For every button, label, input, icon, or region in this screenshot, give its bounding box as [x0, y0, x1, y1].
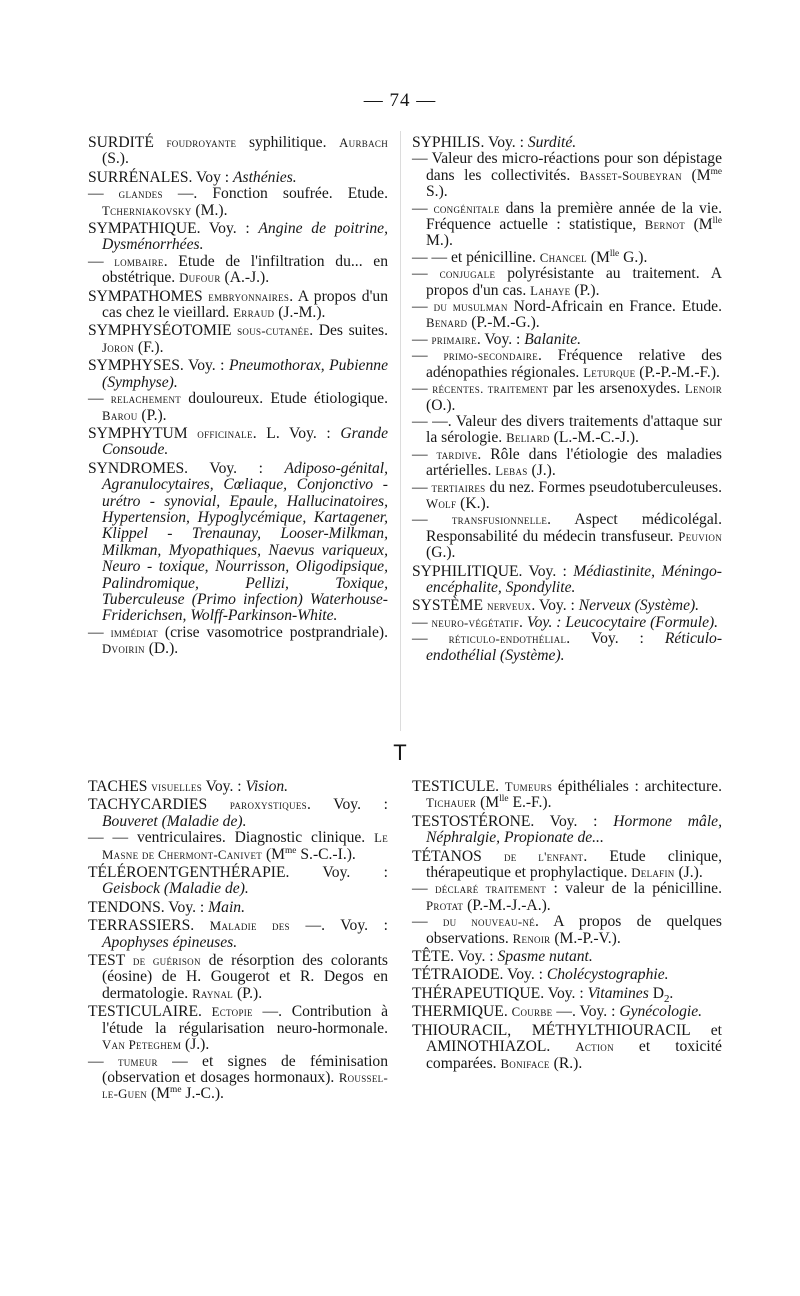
- entry-text-segment: Pneumothorax, Pubienne (Symphyse).: [102, 357, 388, 391]
- entry-text-segment: — —. Valeur des divers traitements d'attaque sur la sérologie.: [412, 412, 722, 447]
- index-entry: [412, 949, 722, 965]
- entry-text-segment: Gynécologie.: [619, 1003, 703, 1021]
- entry-text-segment: (M.-P.-V.).: [550, 929, 621, 947]
- entry-text-segment: (M: [685, 216, 713, 234]
- index-entry: [412, 779, 722, 812]
- entry-text-segment: immédiat: [110, 625, 158, 640]
- entry-text-segment: Balanite.: [524, 330, 582, 348]
- entry-text-segment: E.-F.).: [508, 794, 552, 812]
- entry-text-segment: —: [412, 265, 440, 283]
- index-subentry: [88, 391, 388, 424]
- entry-text-segment: Bouveret (Maladie de).: [102, 812, 247, 830]
- entry-text-segment: paroxystiques: [229, 798, 307, 813]
- entry-text-segment: Lenoir: [684, 382, 723, 397]
- entry-text-segment: tertiaires: [431, 480, 486, 495]
- entry-text-segment: (J.-M.).: [274, 304, 326, 322]
- entry-text-segment: —: [412, 380, 433, 398]
- entry-text-segment: (L.-M.-C.-J.).: [549, 429, 639, 447]
- entry-text-segment: Ectopie: [211, 1005, 253, 1020]
- entry-text-segment: —. Contribution à l'étude la régularisation neuro-hormonale.: [102, 1003, 388, 1037]
- index-subentry: [412, 414, 722, 447]
- entry-text-segment: syphilitique.: [236, 134, 340, 151]
- entry-text-segment: —. Voy. :: [289, 917, 388, 935]
- entry-text-segment: Benard: [426, 316, 468, 331]
- entry-text-segment: Joron: [102, 340, 134, 355]
- entry-text-segment: (P.-M.-J.-A.).: [463, 896, 551, 914]
- index-subentry: [412, 447, 722, 480]
- entry-text-segment: (S.).: [102, 150, 129, 168]
- index-subentry: [88, 254, 388, 287]
- index-subentry: [412, 266, 722, 299]
- index-entry: [412, 1004, 722, 1020]
- index-subentry: [412, 480, 722, 513]
- entry-text-segment: foudroyante: [166, 136, 237, 150]
- entry-text-segment: —: [412, 630, 449, 648]
- entry-text-segment: . Fréquence relative des adénopathies régionales.: [426, 347, 722, 381]
- entry-text-segment: Wolf: [426, 496, 457, 511]
- entry-text-segment: récentes. traitement: [432, 382, 549, 397]
- entry-text-segment: épithéliales : architecture.: [552, 778, 722, 795]
- entry-text-segment: TERRASSIERS.: [88, 917, 210, 935]
- index-entry: [88, 426, 388, 459]
- entry-text-segment: Beliard: [506, 431, 550, 446]
- entry-text-segment: .: [519, 613, 527, 631]
- entry-text-segment: Le Masne de Chermont-Canivet: [102, 831, 388, 862]
- entry-text-segment: . Voy. :: [566, 630, 665, 648]
- entry-text-segment: (G.).: [426, 544, 456, 562]
- entry-text-segment: (K.).: [456, 494, 490, 512]
- left-column-top: [88, 133, 388, 658]
- entry-text-segment: Courbe: [511, 1005, 553, 1020]
- index-entry: [88, 865, 388, 898]
- entry-text-segment: (M: [681, 166, 711, 184]
- entry-text-segment: SYMPHYSES. Voy. :: [88, 357, 229, 375]
- entry-text-segment: —: [412, 613, 432, 631]
- entry-text-segment: (P.).: [233, 984, 263, 1002]
- index-entry: [88, 289, 388, 322]
- index-subentry: [412, 332, 722, 348]
- entry-text-segment: embryonnaires: [208, 289, 290, 304]
- entry-text-segment: . Des suites.: [309, 322, 388, 340]
- entry-text-segment: (M.).: [191, 201, 228, 219]
- entry-text-segment: Voy. :: [202, 778, 246, 795]
- index-entry: [412, 1023, 722, 1072]
- entry-text-segment: relachement: [110, 392, 182, 407]
- entry-text-segment: douloureux. Etude étiologique.: [181, 390, 388, 408]
- entry-text-segment: —: [412, 445, 437, 463]
- entry-text-segment: Voy. : Leucocytaire (Formule).: [526, 613, 719, 631]
- entry-text-segment: tardive: [436, 447, 478, 462]
- section-letter: T: [393, 740, 407, 765]
- entry-text-segment: SYSTÈME: [412, 597, 487, 615]
- entry-text-segment: Lebas: [495, 464, 528, 479]
- entry-text-segment: S.-C.-I.).: [296, 845, 356, 863]
- entry-text-segment: Peuvion: [678, 529, 722, 544]
- entry-text-segment: J.-C.).: [181, 1085, 224, 1103]
- entry-text-segment: lle: [609, 248, 620, 259]
- entry-text-segment: TÉTANOS: [412, 847, 504, 865]
- entry-text-segment: THERMIQUE.: [412, 1003, 512, 1021]
- entry-text-segment: Cholécystographie.: [546, 966, 669, 984]
- entry-text-segment: Dvoirin: [102, 642, 145, 657]
- entry-text-segment: — — et pénicilline.: [412, 248, 540, 266]
- index-entry: [88, 358, 388, 391]
- right-column-top: [412, 133, 722, 664]
- entry-text-segment: —. Fonction soufrée. Etude.: [162, 185, 388, 203]
- entry-text-segment: de résorption des colorants (éosine) de H. Gougerot et R. Degos en dermatologie.: [102, 952, 388, 1002]
- entry-text-segment: —: [88, 1052, 118, 1070]
- entry-text-segment: —. Voy. :: [552, 1003, 620, 1021]
- index-entry: [412, 814, 722, 847]
- index-subentry: [412, 381, 722, 414]
- entry-text-segment: Erraud: [233, 306, 275, 321]
- entry-text-segment: Dufour: [179, 271, 221, 286]
- left-column-bottom: [88, 777, 388, 1103]
- entry-text-segment: Maladie des: [209, 919, 290, 934]
- entry-text-segment: Delafin: [631, 866, 675, 881]
- index-entry: [88, 900, 388, 916]
- entry-text-segment: . A propos d'un cas chez le vieillard.: [102, 287, 388, 322]
- index-subentry: [412, 151, 722, 200]
- index-subentry: [412, 914, 722, 947]
- index-entry: [88, 461, 388, 625]
- entry-text-segment: . Aspect médicolégal. Responsabilité du médecin transfuseur.: [426, 511, 722, 545]
- entry-text-segment: Surdité.: [527, 134, 577, 151]
- entry-text-segment: TÉLÉROENTGENTHÉRAPIE. Voy. :: [88, 864, 388, 882]
- entry-text-segment: Angine de poitrine, Dysménorrhées.: [102, 220, 388, 254]
- entry-text-segment: Aurbach: [339, 136, 388, 150]
- entry-text-segment: TENDONS. Voy. :: [88, 898, 209, 916]
- entry-text-segment: de l'enfant: [503, 849, 584, 864]
- entry-text-segment: . Etude clinique, thérapeutique et prophylactique.: [426, 847, 723, 882]
- entry-text-segment: TESTICULAIRE.: [88, 1003, 212, 1021]
- entry-text-segment: Geisbock (Maladie de).: [102, 880, 249, 898]
- entry-text-segment: nerveux: [486, 599, 532, 614]
- entry-text-segment: Asthénies.: [233, 168, 297, 186]
- entry-text-segment: D: [648, 984, 664, 1002]
- entry-text-segment: du nouveau-né: [442, 915, 536, 930]
- entry-text-segment: (R.).: [549, 1054, 583, 1072]
- entry-text-segment: S.).: [426, 183, 448, 201]
- entry-text-segment: Bernot: [644, 218, 686, 233]
- entry-text-segment: TACHES: [88, 778, 152, 795]
- column-divider: [400, 131, 401, 731]
- entry-text-segment: —: [412, 347, 444, 365]
- entry-text-segment: —: [412, 298, 434, 316]
- entry-text-segment: polyrésistante au traitement. A propos d'un cas.: [426, 265, 723, 299]
- index-entry: [88, 797, 388, 830]
- entry-text-segment: officinale: [197, 426, 253, 441]
- entry-text-segment: SYMPATHIQUE. Voy. :: [88, 220, 259, 238]
- index-subentry: [88, 830, 388, 863]
- entry-text-segment: Médiastinite, Méningo-encéphalite, Spondylite.: [426, 562, 723, 596]
- entry-text-segment: de guérison: [132, 954, 201, 969]
- index-entry: [88, 953, 388, 1002]
- entry-text-segment: Hormone mâle, Néphralgie, Propionate de...: [426, 812, 722, 847]
- entry-text-segment: me: [710, 166, 722, 177]
- entry-text-segment: G.).: [619, 248, 648, 266]
- index-entry: [412, 135, 722, 151]
- index-entry: [88, 779, 388, 795]
- entry-text-segment: . Rôle dans l'étiologie des maladies artérielles.: [426, 445, 722, 480]
- entry-text-segment: (P.).: [570, 281, 600, 299]
- entry-text-segment: me: [285, 845, 297, 856]
- entry-text-segment: (J.).: [181, 1036, 210, 1054]
- entry-text-segment: —: [412, 330, 432, 348]
- index-subentry: [88, 186, 388, 219]
- entry-text-segment: . A propos de quelques observations.: [426, 913, 722, 947]
- entry-text-segment: TÉTRAIODE. Voy. :: [412, 966, 547, 984]
- entry-text-segment: et toxicité comparées.: [426, 1038, 722, 1072]
- entry-text-segment: —: [88, 252, 115, 270]
- entry-text-segment: . Voy. :: [306, 796, 388, 814]
- entry-text-segment: du musulman: [433, 300, 508, 315]
- entry-text-segment: Action: [575, 1040, 614, 1055]
- entry-text-segment: Basset-Soubeyran: [579, 168, 682, 183]
- entry-text-segment: primaire: [431, 332, 477, 347]
- index-entry: [412, 984, 722, 1005]
- entry-text-segment: (P.-M.-G.).: [467, 314, 540, 332]
- entry-text-segment: SYPHILIS. Voy. :: [412, 134, 528, 151]
- entry-text-segment: Vision.: [245, 778, 289, 795]
- entry-text-segment: tumeur: [117, 1054, 158, 1069]
- entry-text-segment: SURDITÉ: [88, 134, 167, 151]
- entry-text-segment: primo-secondaire: [443, 349, 539, 364]
- entry-text-segment: . Voy. :: [476, 330, 525, 348]
- entry-text-segment: —: [412, 913, 443, 931]
- index-subentry: [412, 631, 722, 664]
- entry-text-segment: . L. Voy. :: [252, 424, 341, 442]
- entry-text-segment: réticulo-endothélial: [448, 632, 567, 647]
- entry-text-segment: 2: [663, 992, 670, 1005]
- entry-text-segment: déclaré traitement: [434, 882, 547, 897]
- entry-text-segment: (crise vasomotrice postprandriale).: [157, 623, 388, 641]
- entry-text-segment: (M: [262, 845, 286, 863]
- entry-text-segment: SYMPHYSÉOTOMIE: [88, 322, 238, 340]
- entry-text-segment: Roussel-le-Guen: [102, 1070, 388, 1102]
- entry-text-segment: TESTOSTÉRONE. Voy. :: [412, 812, 614, 830]
- entry-text-segment: —: [88, 185, 119, 203]
- entry-text-segment: : valeur de la pénicilline.: [546, 880, 722, 898]
- entry-text-segment: visuelles: [151, 780, 202, 794]
- entry-text-segment: me: [170, 1085, 182, 1096]
- entry-text-segment: —: [412, 880, 435, 898]
- right-column-bottom: [412, 777, 722, 1072]
- entry-text-segment: —: [412, 511, 452, 529]
- entry-text-segment: transfusionnelle: [451, 513, 548, 528]
- entry-text-segment: SYPHILITIQUE. Voy. :: [412, 562, 574, 580]
- entry-text-segment: SYNDROMES. Voy. :: [88, 459, 285, 477]
- entry-text-segment: glandes: [118, 187, 163, 202]
- entry-text-segment: (F.).: [133, 338, 164, 356]
- entry-text-segment: Chancel: [539, 250, 587, 265]
- entry-text-segment: SURRÉNALES. Voy :: [88, 168, 233, 186]
- entry-text-segment: (D.).: [144, 640, 179, 658]
- entry-text-segment: dans la première année de la vie. Fréquence actuelle : statistique,: [426, 199, 722, 234]
- entry-text-segment: .: [669, 984, 674, 1002]
- entry-text-segment: (P.).: [137, 406, 167, 424]
- entry-text-segment: (J.).: [527, 462, 556, 480]
- index-subentry: [88, 1054, 388, 1103]
- entry-text-segment: sous-cutanée: [237, 324, 310, 339]
- entry-text-segment: Leturque: [583, 365, 636, 380]
- entry-text-segment: (M: [476, 794, 500, 812]
- entry-text-segment: lombaire: [114, 254, 164, 269]
- entry-text-segment: —: [412, 199, 434, 217]
- entry-text-segment: Tcherniakovsky: [102, 203, 192, 218]
- entry-text-segment: Réticulo-endothélial (Système).: [426, 630, 723, 664]
- entry-text-segment: Boniface: [500, 1056, 550, 1071]
- index-subentry: [412, 881, 722, 914]
- index-entry: [412, 849, 722, 882]
- entry-text-segment: (M: [586, 248, 610, 266]
- entry-text-segment: (O.).: [426, 396, 456, 414]
- entry-text-segment: congénitale: [433, 201, 500, 216]
- entry-text-segment: TÊTE. Voy. :: [412, 948, 498, 966]
- index-entry: [88, 1004, 388, 1053]
- entry-text-segment: —: [88, 623, 111, 641]
- entry-text-segment: (J.).: [674, 864, 703, 882]
- entry-text-segment: (P.-P.-M.-F.).: [635, 363, 720, 381]
- entry-text-segment: Vitamines: [587, 984, 649, 1002]
- entry-text-segment: Spasme nutant.: [497, 948, 593, 966]
- entry-text-segment: conjugale: [439, 267, 496, 282]
- index-subentry: [412, 348, 722, 381]
- index-entry: [88, 918, 388, 951]
- entry-text-segment: du nez. Formes pseudotuberculeuses.: [485, 478, 722, 496]
- entry-text-segment: Lahaye: [530, 283, 571, 298]
- entry-text-segment: Protat: [426, 898, 464, 913]
- entry-text-segment: Apophyses épineuses.: [102, 933, 238, 951]
- index-entry: [412, 564, 722, 597]
- entry-text-segment: neuro-végétatif: [431, 615, 520, 630]
- entry-text-segment: Nord-Africain en France. Etude.: [507, 298, 722, 316]
- entry-text-segment: Tichauer: [426, 796, 477, 811]
- index-subentry: [412, 512, 722, 561]
- entry-text-segment: (M: [147, 1085, 171, 1103]
- index-entry: [88, 323, 388, 356]
- entry-text-segment: lle: [499, 794, 509, 805]
- entry-text-segment: — et signes de féminisation (observation et dosages hormonaux).: [102, 1052, 389, 1086]
- index-subentry: [412, 299, 722, 332]
- entry-text-segment: — — ventriculaires. Diagnostic clinique.: [88, 829, 375, 847]
- page-number: — 74 —: [363, 90, 437, 111]
- index-entry: [88, 221, 388, 254]
- entry-text-segment: Tumeurs: [504, 780, 553, 794]
- entry-text-segment: . Etude de l'infiltration du... en obstétrique.: [102, 252, 388, 287]
- index-subentry: [412, 201, 722, 250]
- entry-text-segment: —: [412, 478, 432, 496]
- entry-text-segment: TEST: [88, 952, 133, 970]
- entry-text-segment: lle: [712, 215, 722, 226]
- index-entry: [412, 967, 722, 983]
- index-subentry: [412, 250, 722, 266]
- entry-text-segment: M.).: [426, 232, 453, 250]
- entry-text-segment: Grande Consoude.: [102, 424, 388, 459]
- index-entry: [88, 170, 388, 186]
- entry-text-segment: Renoir: [512, 931, 551, 946]
- entry-text-segment: (A.-J.).: [220, 269, 270, 287]
- entry-text-segment: Raynal: [192, 986, 234, 1001]
- index-subentry: [412, 615, 722, 631]
- index-subentry: [88, 625, 388, 658]
- entry-text-segment: TACHYCARDIES: [88, 796, 230, 814]
- index-entry: [88, 135, 388, 168]
- entry-text-segment: Barou: [102, 408, 138, 423]
- entry-text-segment: — Valeur des micro-réactions pour son dépistage dans les collectivités.: [412, 150, 722, 184]
- entry-text-segment: THIOURACIL, MÉTHYLTHIOURACIL et AMINOTHIAZOL.: [412, 1021, 722, 1056]
- entry-text-segment: TESTICULE.: [412, 778, 505, 795]
- entry-text-segment: . Voy. :: [531, 597, 579, 615]
- entry-text-segment: THÉRAPEUTIQUE. Voy. :: [412, 984, 588, 1002]
- entry-text-segment: Main.: [208, 898, 245, 916]
- entry-text-segment: Adiposo-génital, Agranulocytaires, Cœliaque, Conjonctivo - urétro - synovial, Epaule, Hallucinatoires, Hypertension, Hypoglycémique, Kartagener, Klippel - Trenaunay, Looser-Milkman, Milkman, Myopathiques, Naevus variqueux, Neuro - toxique, Nourrisson, Oligodipsique, Palindromique, Pellizi, Toxique, Tuberculeuse (Primo infection) Waterhouse-Friderichsen, Wolff-Parkinson-White.: [102, 459, 388, 625]
- entry-text-segment: SYMPATHOMES: [88, 287, 209, 305]
- entry-text-segment: —: [88, 390, 111, 408]
- entry-text-segment: Nerveux (Système).: [578, 597, 700, 615]
- entry-text-segment: Van Peteghem: [102, 1038, 182, 1053]
- entry-text-segment: SYMPHYTUM: [88, 424, 198, 442]
- index-entry: [412, 598, 722, 614]
- entry-text-segment: par les arsenoxydes.: [548, 380, 685, 398]
